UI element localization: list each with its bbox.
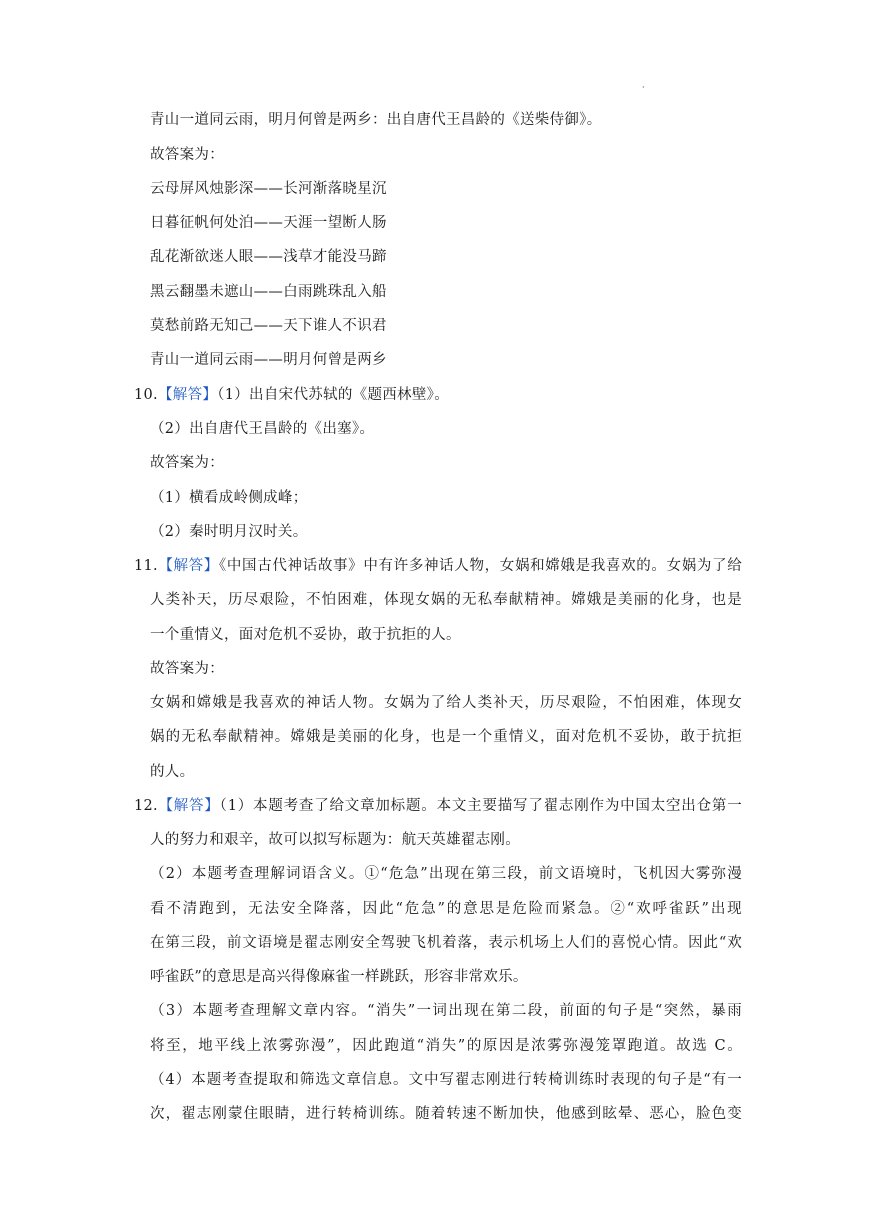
answer-label: 【解答】 [157, 387, 218, 403]
text-line: 云母屏风烛影深——长河渐落晓星沉 [150, 181, 387, 197]
header-mark: · [642, 83, 645, 92]
text-line: 呼雀跃”的意思是高兴得像麻雀一样跳跃，形容非常欢乐。 [150, 969, 528, 985]
text-line: 女娲和嫦娥是我喜欢的神话人物。女娲为了给人类补天，历尽艰险，不怕困难，体现女 [150, 695, 742, 711]
text-line: （2）本题考查理解词语含义。①“危急”出现在第三段，前文语境时，飞机因大雾弥漫 [150, 866, 742, 882]
answer-12-first-line [134, 796, 742, 816]
text-line: 的人。 [150, 764, 195, 780]
text-line: 莫愁前路无知己——天下谁人不识君 [150, 318, 387, 334]
text-line: （4）本题考查提取和筛选文章信息。文中写翟志刚进行转椅训练时表现的句子是“有一 [150, 1072, 742, 1088]
answer-11-first-line [134, 556, 742, 576]
text-line: 故答案为： [150, 661, 224, 677]
question-number: 11. [134, 558, 158, 574]
text-line: 次，翟志刚蒙住眼睛，进行转椅训练。随着转速不断加快，他感到眩晕、恶心，脸色变 [150, 1106, 742, 1122]
text-line: 一个重情义，面对危机不妥协，敢于抗拒的人。 [150, 627, 461, 643]
text-line: 日暮征帆何处泊——天涯一望断人肠 [150, 215, 387, 231]
text-line: （2）出自唐代王昌龄的《出塞》。 [150, 421, 375, 437]
text-line: 乱花渐欲迷人眼——浅草才能没马蹄 [150, 249, 387, 265]
text-line: （1）横看成岭侧成峰； [150, 490, 308, 506]
question-number: 10. [134, 387, 158, 403]
text-line: 将至，地平线上浓雾弥漫”，因此跑道“消失”的原因是浓雾弥漫笼罩跑道。故选 C。 [150, 1038, 742, 1054]
answer-10-first-line [134, 385, 449, 405]
text-line: 人类补天，历尽艰险，不怕困难，体现女娲的无私奉献精神。嫦娥是美丽的化身，也是 [150, 592, 742, 608]
text-line: 在第三段，前文语境是翟志刚安全驾驶飞机着落，表示机场上人们的喜悦心情。因此“欢 [150, 935, 742, 951]
answer-text: （1）出自宋代苏轼的《题西林壁》。 [217, 387, 449, 403]
answer-label: 【解答】 [157, 558, 219, 574]
text-line: 人的努力和艰辛，故可以拟写标题为：航天英雄翟志刚。 [150, 832, 520, 848]
text-line: 青山一道同云雨——明月何曾是两乡 [150, 352, 387, 368]
text-line: （2）秦时明月汉时关。 [150, 524, 308, 540]
text-line: 娲的无私奉献精神。嫦娥是美丽的化身，也是一个重情义，面对危机不妥协，敢于抗拒 [150, 729, 742, 745]
text-line: 黑云翻墨未遮山——白雨跳珠乱入船 [150, 284, 387, 300]
text-line: 看不清跑到，无法安全降落，因此“危急”的意思是危险而紧急。②“欢呼雀跃”出现 [150, 901, 742, 917]
answer-text: 《中国古代神话故事》中有许多神话人物，女娲和嫦娥是我喜欢的。女娲为了给 [218, 558, 743, 574]
text-line: 故答案为： [150, 455, 224, 471]
question-number: 12. [134, 798, 158, 814]
answer-label: 【解答】 [157, 798, 220, 814]
answer-text: （1）本题考查了给文章加标题。本文主要描写了翟志刚作为中国太空出仓第一 [219, 798, 742, 814]
text-line: 青山一道同云雨，明月何曾是两乡：出自唐代王昌龄的《送柴侍御》。 [150, 112, 602, 128]
text-line: （3）本题考查理解文章内容。“消失”一词出现在第二段，前面的句子是“突然，暴雨 [150, 1003, 742, 1019]
text-line: 故答案为： [150, 147, 224, 163]
